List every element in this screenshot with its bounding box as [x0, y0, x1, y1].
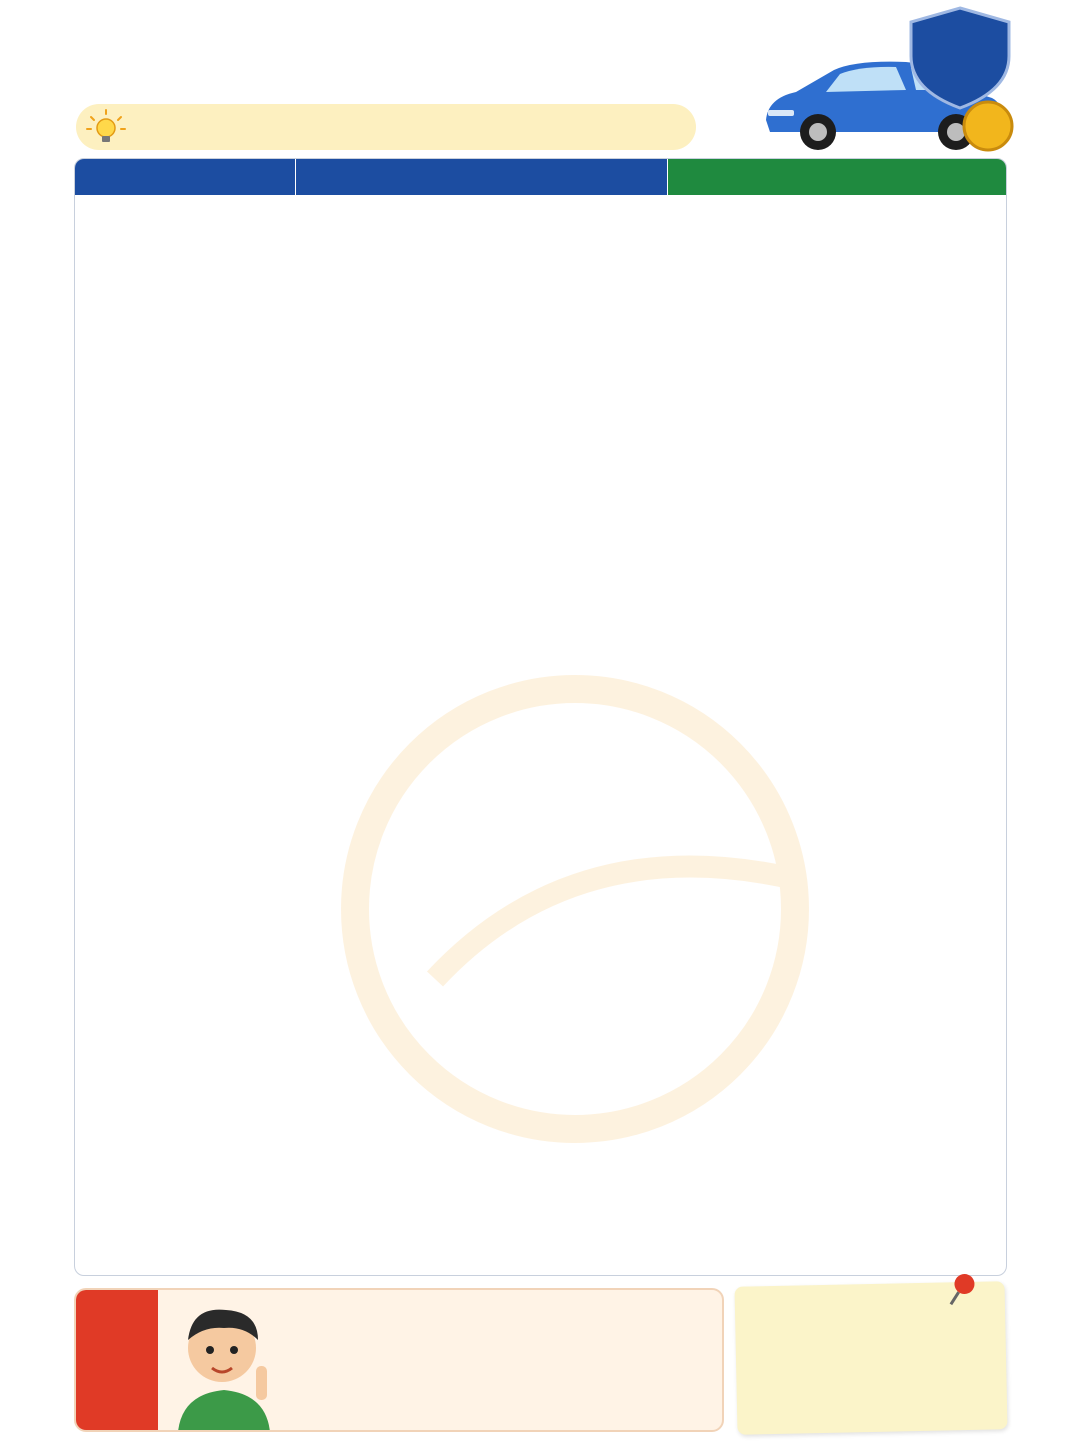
header-item	[75, 159, 295, 195]
policy-table	[74, 158, 1007, 1276]
watermark-logo	[275, 649, 1007, 1209]
summary-box	[74, 1288, 724, 1432]
boy-pointing-illustration	[164, 1296, 284, 1432]
summary-tag	[76, 1290, 158, 1430]
coin-icon	[962, 100, 1014, 152]
header-plain	[667, 159, 1007, 195]
tips-note	[734, 1281, 1007, 1435]
header-policy	[295, 159, 667, 195]
light-bulb-icon	[86, 108, 126, 148]
subtitle-banner	[76, 104, 696, 150]
push-pin-icon	[942, 1270, 983, 1311]
guobu-2026-badge	[905, 6, 1015, 110]
table-header	[75, 159, 1007, 195]
